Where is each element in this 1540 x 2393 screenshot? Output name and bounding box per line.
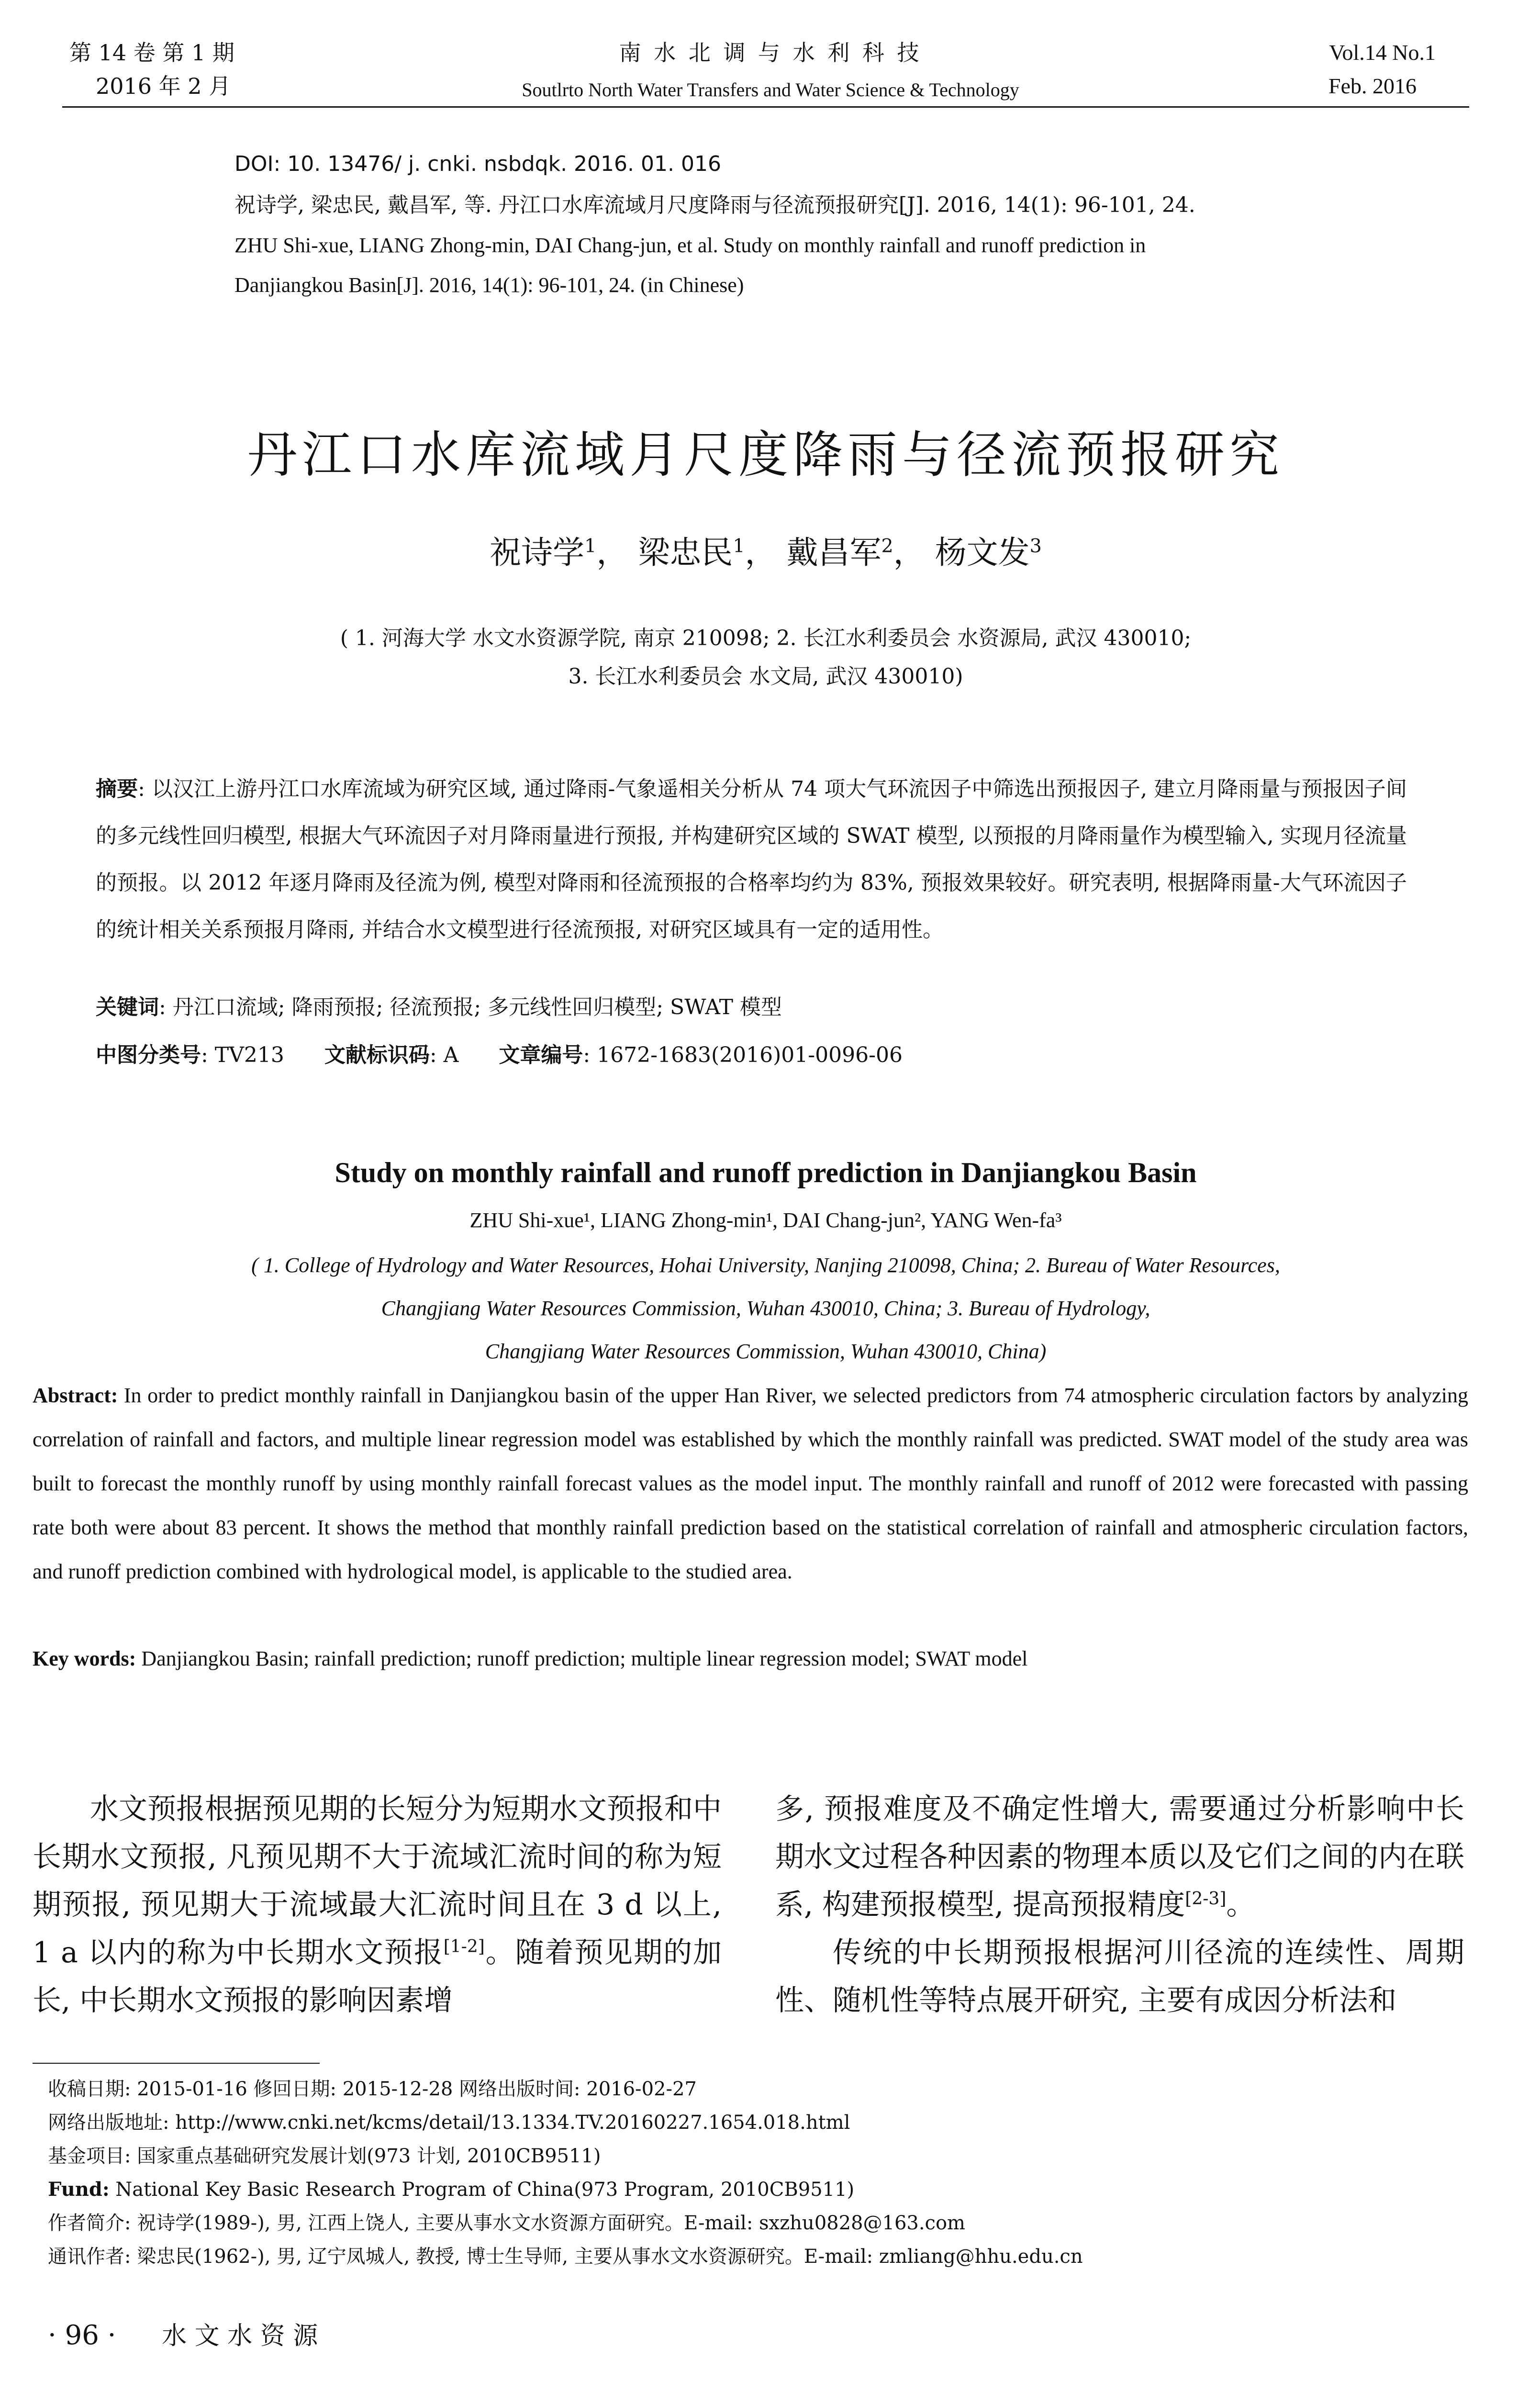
footnote-fund-cn: 基金项目: 国家重点基础研究发展计划(973 计划, 2010CB9511) — [48, 2145, 601, 2167]
footnote-fund-en: Fund: National Key Basic Research Program of China(973 Program, 2010CB9511) — [48, 2178, 855, 2201]
author-2: 梁忠民 — [638, 534, 733, 571]
page-footer — [48, 2316, 622, 2355]
footnote-rule — [33, 2063, 320, 2064]
authors-en: ZHU Shi-xue¹, LIANG Zhong-min¹, DAI Chang-jun², YANG Wen-fa³ — [469, 1208, 1062, 1232]
author-3: 戴昌军 — [786, 534, 882, 571]
footnote-dates: 收稿日期: 2015-01-16 修回日期: 2015-12-28 网络出版时间: 2016-02-27 — [48, 2078, 697, 2100]
body-left-column: 水文预报根据预见期的长短分为短期水文预报和中长期水文预报, 凡预见期不大于流域汇流时间的称为短期预报, 预见期大于流域最大汇流时间且在 3 d 以上, 1 a 以内的称为中长期水文预报[1-2]。随着预见期的加长, 中长期水文预报的影响因素增 — [33, 1792, 722, 2017]
header-rule — [62, 106, 1469, 108]
footnote-author: 作者简介: 祝诗学(1989-), 男, 江西上饶人, 主要从事水文水资源方面研究。E-mail: sxzhu0828@163.com — [48, 2212, 965, 2234]
classification-cn: 中图分类号: TV213 文献标识码: A 文章编号: 1672-1683(2016)01-0096-06 — [96, 1043, 903, 1067]
affiliation-cn-line1: ( 1. 河海大学 水文水资源学院, 南京 210098; 2. 长江水利委员会 水资源局, 武汉 430010; — [340, 626, 1192, 650]
abstract-cn-label: 摘要 — [96, 777, 138, 801]
abstract-cn: 摘要: 以汉江上游丹江口水库流域为研究区域, 通过降雨-气象遥相关分析从 74 项大气环流因子中筛选出预报因子, 建立月降雨量与预报因子间的多元线性回归模型, 根据大气环流因子对月降雨量进行预报, 并构建研究区域的 SWAT 模型, 以预报的月降雨量作为模型输入, 实现月径流量的预报。以 2012 年逐月降雨及径流为例, 模型对降雨和径流预报的合格率均约为 83%, 预报效果较好。研究表明, 根据降雨量-大气环流因子的统计相关关系预报月降雨, 并结合水文模型进行径流预报, 对研究区域具有一定的适用性。 — [96, 777, 1407, 942]
citation-en-line2: Danjiangkou Basin[J]. 2016, 14(1): 96-101, 24. (in Chinese) — [234, 273, 744, 297]
affiliation-en-line2: Changjiang Water Resources Commission, Wuhan 430010, China; 3. Bureau of Hydrology, — [381, 1297, 1150, 1320]
header-volume-cn: 第 14 卷 第 1 期 — [69, 40, 234, 66]
doi-line: DOI: 10. 13476/ j. cnki. nsbdqk. 2016. 01. 016 — [234, 152, 721, 176]
footnote-corresponding: 通讯作者: 梁忠民(1962-), 男, 辽宁凤城人, 教授, 博士生导师, 主要从事水文水资源研究。E-mail: zmliang@hhu.edu.cn — [48, 2246, 1083, 2268]
section-name: 水 文 水 资 源 — [162, 2322, 318, 2350]
footnotes — [48, 2072, 1464, 2273]
body-right-column — [775, 1785, 1464, 2024]
authors-cn: 祝诗学$^1$， 梁忠民$^1$， 戴昌军$^2$， 杨文发$^3$ — [490, 534, 1042, 571]
title-en: Study on monthly rainfall and runoff prediction in Danjiangkou Basin — [335, 1157, 1197, 1188]
header-date-en: Feb. 2016 — [1328, 74, 1417, 98]
body-right-para1: 多, 预报难度及不确定性增大, 需要通过分析影响中长期水文过程各种因素的物理本质以及它们之间的内在联系, 构建预报模型, 提高预报精度[2-3]。 — [775, 1792, 1464, 1922]
body-right-para2: 传统的中长期预报根据河川径流的连续性、周期性、随机性等特点展开研究, 主要有成因分析法和 — [775, 1936, 1464, 2017]
title-cn: 丹江口水库流域月尺度降雨与径流预报研究 — [247, 425, 1284, 484]
author-1: 祝诗学 — [490, 534, 585, 571]
author-4: 杨文发 — [935, 534, 1030, 571]
citation-cn: 祝诗学, 梁忠民, 戴昌军, 等. 丹江口水库流域月尺度降雨与径流预报研究[J]. 2016, 14(1): 96-101, 24. — [234, 193, 1195, 217]
citation-en-line1: ZHU Shi-xue, LIANG Zhong-min, DAI Chang-jun, et al. Study on monthly rainfall and runoff prediction in — [234, 234, 1146, 257]
page-number: · 96 · — [48, 2320, 116, 2351]
header-volume-en: Vol.14 No.1 — [1329, 40, 1436, 65]
affiliation-en-line1: ( 1. College of Hydrology and Water Resources, Hohai University, Nanjing 210098, China; 2. Bureau of Water Resources, — [251, 1253, 1280, 1277]
footnote-url: 网络出版地址: http://www.cnki.net/kcms/detail/13.1334.TV.20160227.1654.018.html — [48, 2112, 850, 2134]
header-date-cn: 2016 年 2 月 — [96, 73, 231, 99]
header-journal-cn: 南 水 北 调 与 水 利 科 技 — [619, 40, 922, 66]
affiliation-en-line3: Changjiang Water Resources Commission, Wuhan 430010, China) — [485, 1340, 1047, 1363]
keywords-cn: 关键词: 丹江口流域; 降雨预报; 径流预报; 多元线性回归模型; SWAT 模型 — [96, 995, 782, 1019]
header-journal-en: Soutlrto North Water Transfers and Water Science & Technology — [522, 79, 1019, 101]
keywords-en: Key words: Danjiangkou Basin; rainfall prediction; runoff prediction; multiple linear regression model; SWAT model — [33, 1647, 1028, 1670]
affiliation-cn-line2: 3. 长江水利委员会 水文局, 武汉 430010) — [568, 664, 963, 689]
abstract-en-label: Abstract: — [33, 1384, 118, 1407]
abstract-en: Abstract: In order to predict monthly rainfall in Danjiangkou basin of the upper Han River, we selected predictors from 74 atmospheric circulation factors by analyzing correlation of rainfall and factors, and multiple linear regression model was established by which the monthly rainfall was predicted. SWAT model of the study area was built to forecast the monthly runoff by using monthly rainfall forecast values as the model input. The monthly rainfall and runoff of 2012 were forecasted with passing rate both were about 83 percent. It shows the method that monthly rainfall prediction based on the statistical correlation of rainfall and atmospheric circulation factors, and runoff prediction combined with hydrological model, is applicable to the studied area. — [33, 1384, 1468, 1583]
